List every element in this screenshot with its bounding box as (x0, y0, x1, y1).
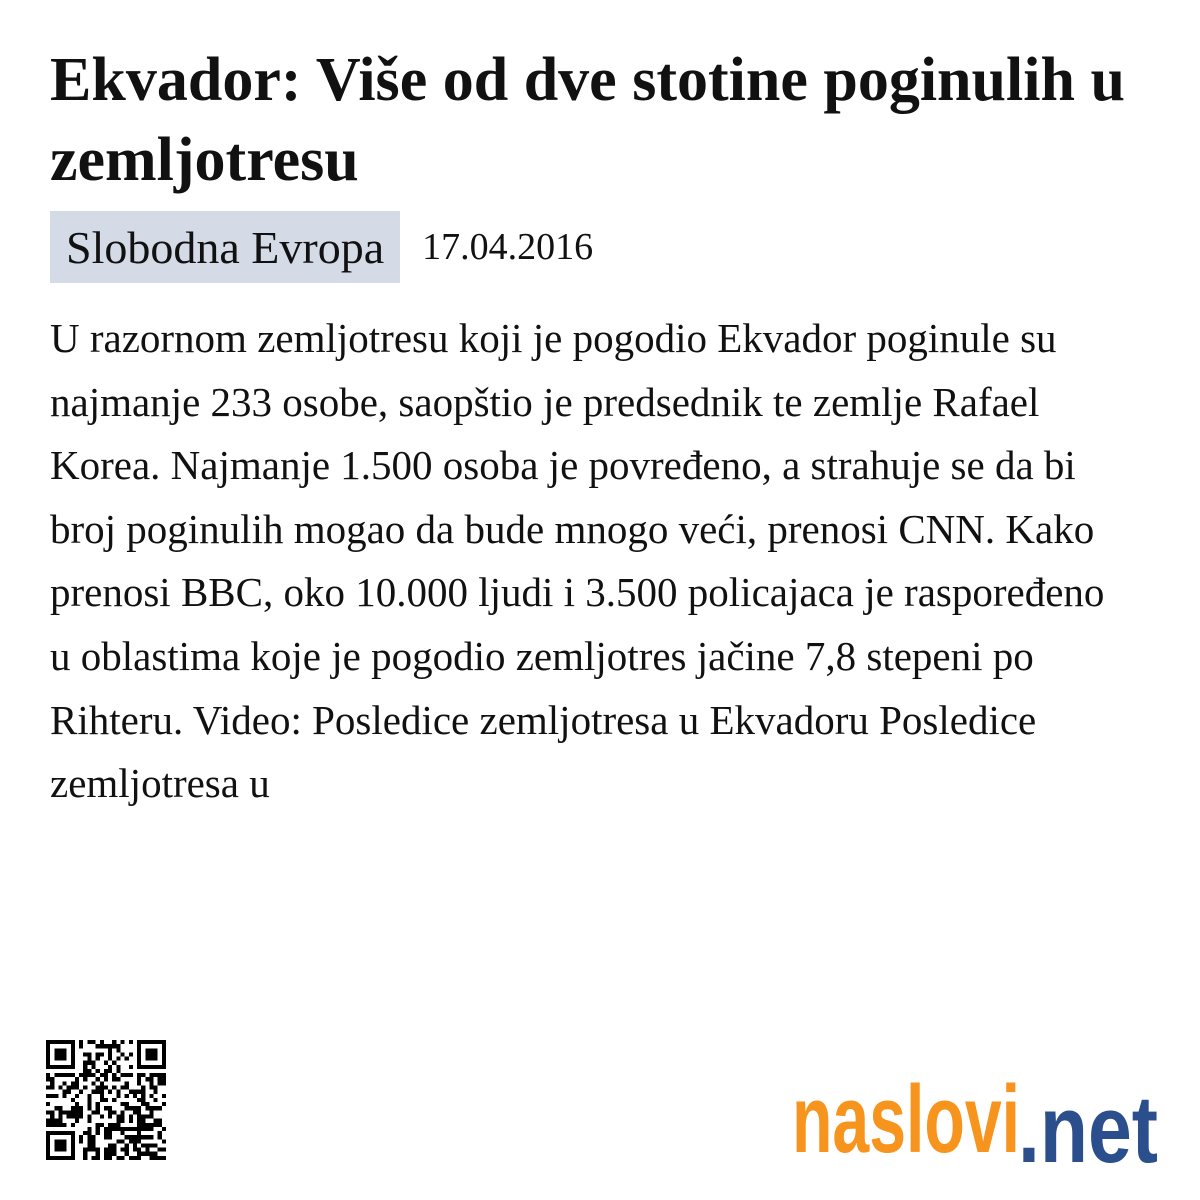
text-fade-overlay (50, 817, 1130, 887)
naslovi-net-logo[interactable] (792, 1060, 1162, 1170)
qr-code-icon[interactable] (46, 1038, 166, 1162)
article-body: U razornom zemljotresu koji je pogodio Ekvador poginule su najmanje 233 osobe, saopštio je predsednik te zemlje Rafael Korea. Najmanje 1.500 osoba je povređeno, a strahuje se da bi broj poginulih mogao da bude mnogo veći, prenosi CNN. Kako prenosi BBC, oko 10.000 ljudi i 3.500 policajaca je raspoređeno u oblastima koje je pogodio zemljotres jačine 7,8 stepeni po Rihteru. Video: Posledice zemljotresa u Ekvadoru Posledice zemljotresa u (50, 315, 1105, 807)
source-badge[interactable] (50, 211, 400, 283)
source-label: Slobodna Evropa (66, 221, 385, 273)
publish-date: 17.04.2016 (422, 226, 594, 268)
article-meta (50, 211, 593, 283)
logo-text-net: .net (1018, 1076, 1158, 1170)
logo-text-naslovi: naslovi (792, 1070, 1020, 1170)
article-body-container (50, 307, 1130, 887)
article-title: Ekvador: Više od dve stotine poginulih u zemljotresu (50, 46, 1125, 194)
